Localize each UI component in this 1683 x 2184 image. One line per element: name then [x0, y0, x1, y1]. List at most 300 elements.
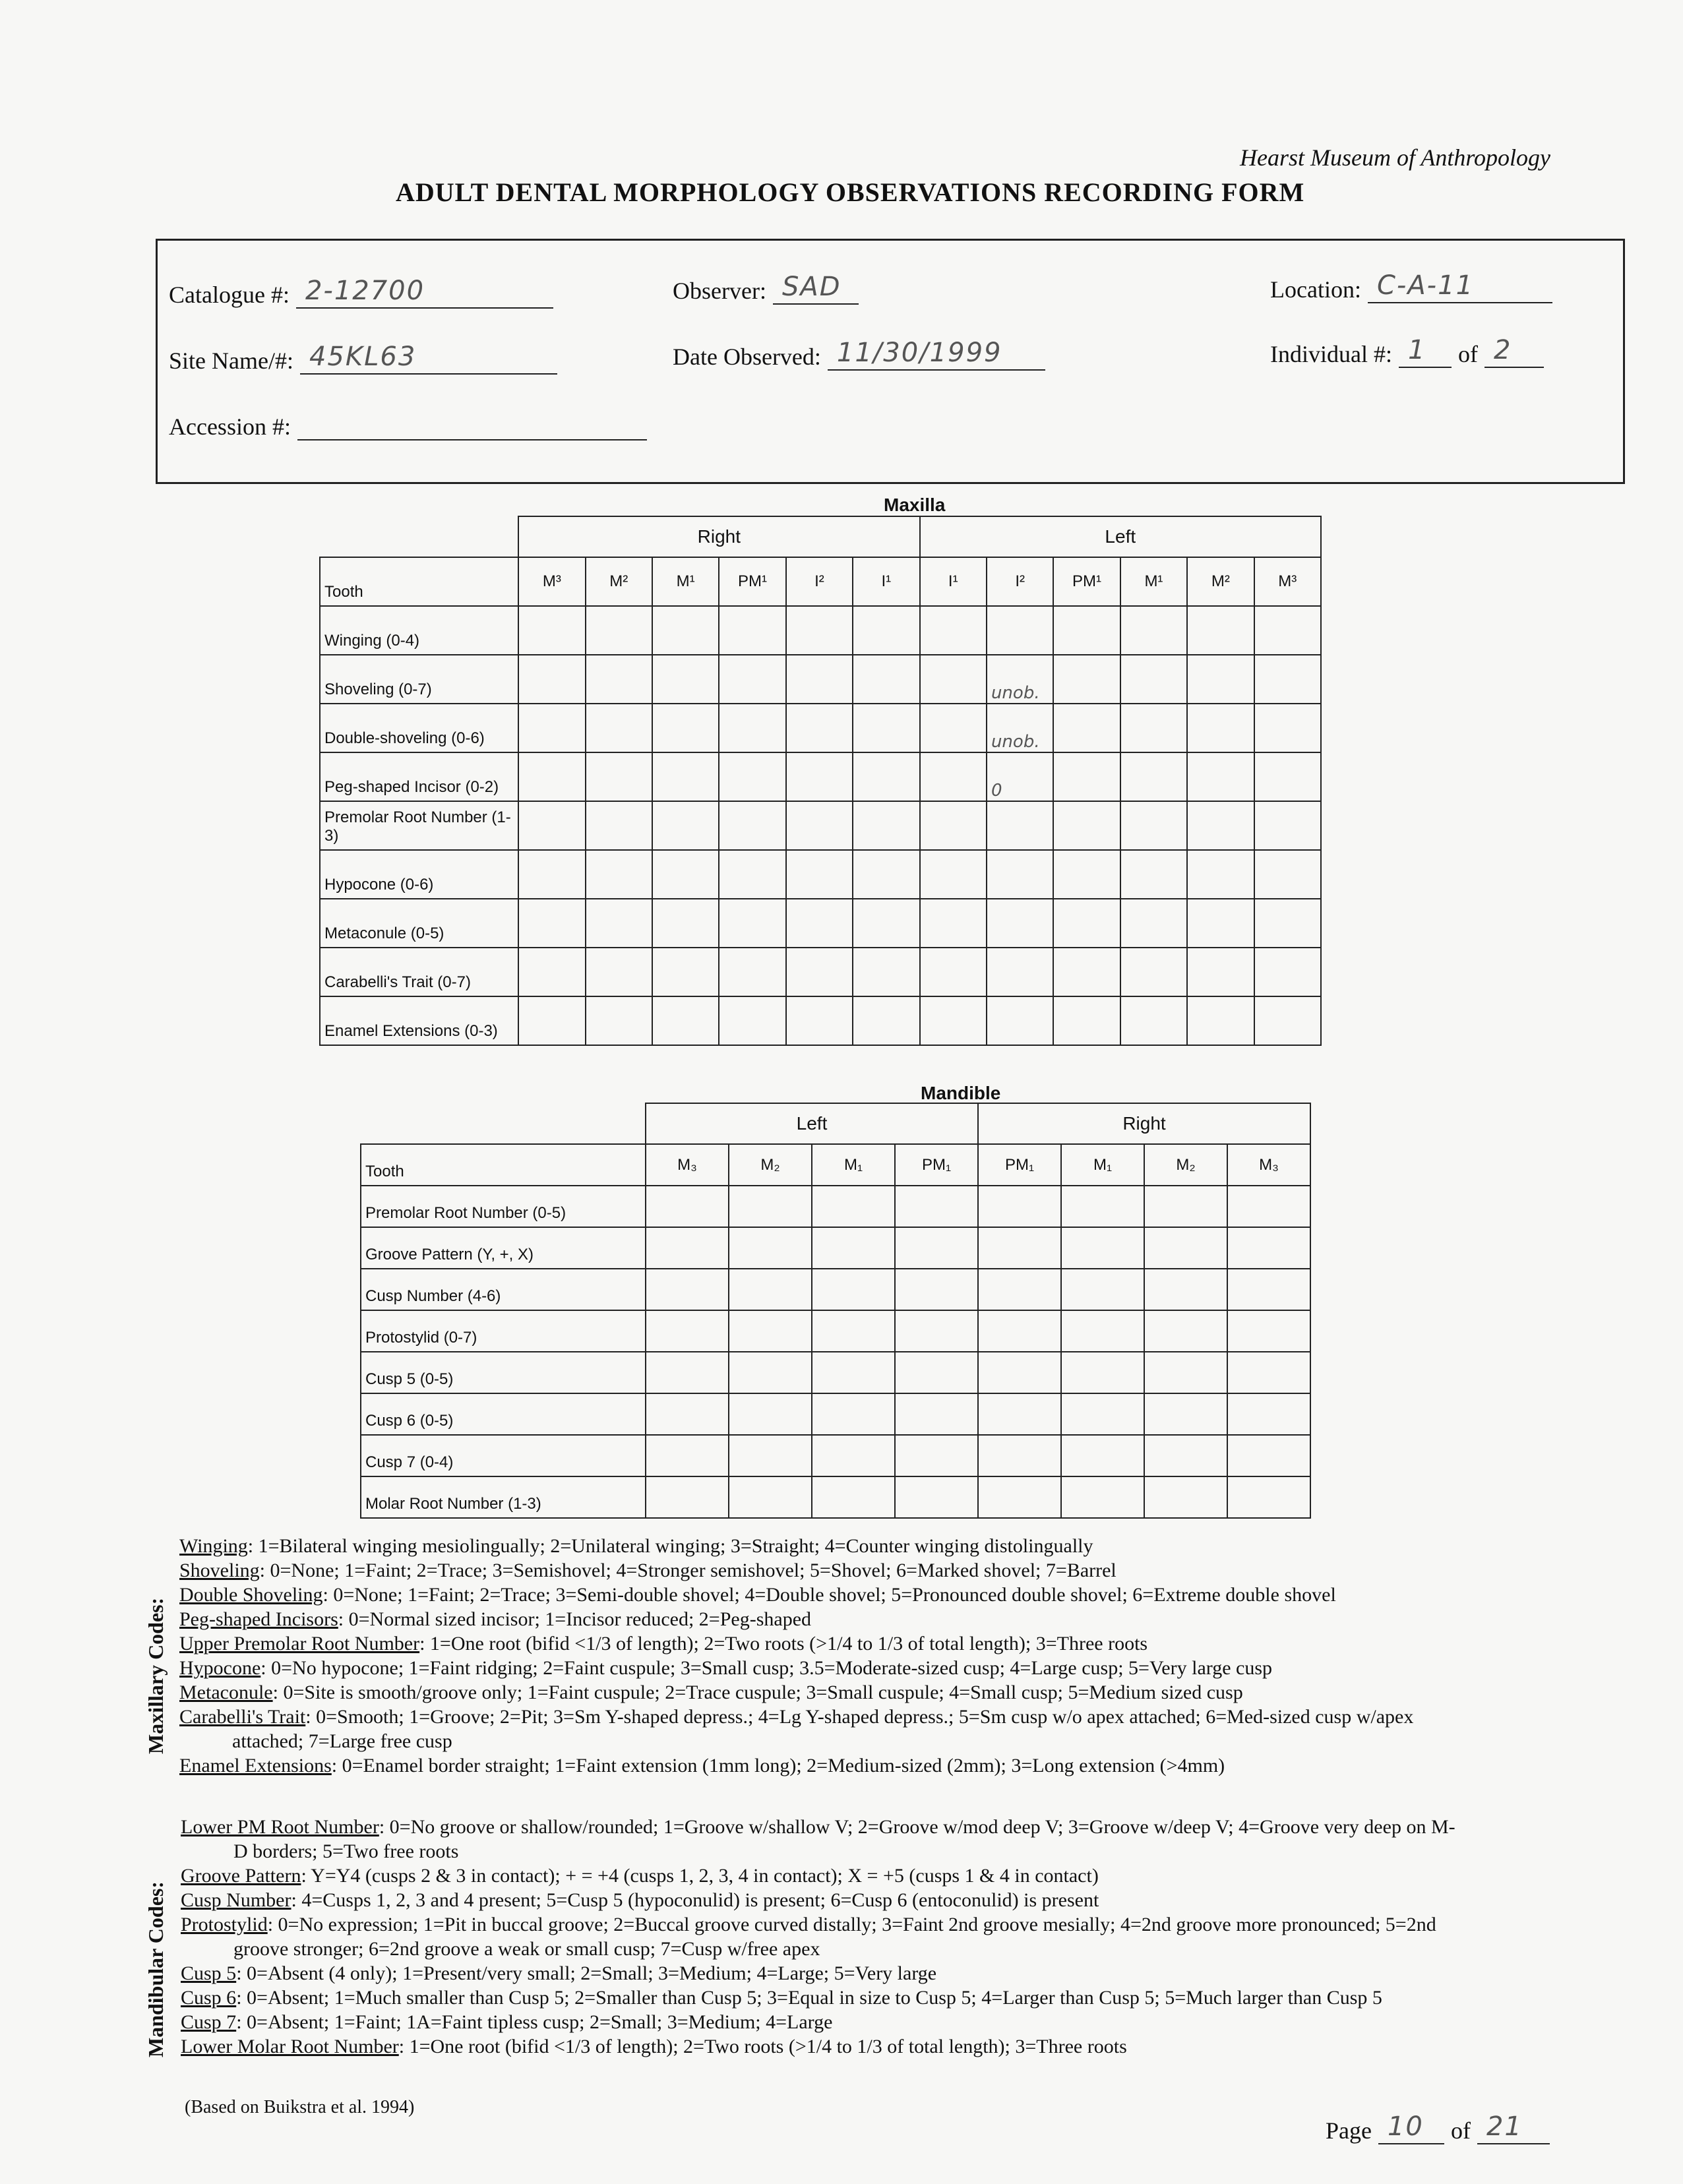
mandible-observation-cell[interactable] [1227, 1352, 1310, 1393]
mandible-observation-cell[interactable] [1061, 1476, 1144, 1518]
maxilla-observation-cell[interactable] [1187, 752, 1254, 801]
maxilla-observation-cell[interactable] [719, 704, 785, 752]
maxilla-left-header: Left [920, 516, 1321, 557]
mandible-observation-cell[interactable] [1144, 1269, 1227, 1310]
page-value: 10 [1387, 2111, 1424, 2142]
maxillary-code-line [179, 1534, 1413, 1558]
mandibular-code-definition: : 4=Cusps 1, 2, 3 and 4 present; 5=Cusp 5 (hypoconulid) is present; 6=Cusp 6 (entoconulid) is present [291, 1889, 1099, 1911]
maxilla-observation-cell[interactable] [586, 655, 652, 704]
mandible-observation-cell[interactable] [978, 1269, 1061, 1310]
maxilla-tooth-header: I² [987, 557, 1053, 606]
maxilla-observation-cell[interactable] [1254, 850, 1321, 899]
maxilla-observation-cell[interactable] [652, 704, 719, 752]
maxilla-observation-cell[interactable] [518, 752, 585, 801]
mandibular-code-line [181, 2010, 1455, 2034]
maxilla-observation-cell[interactable] [652, 899, 719, 948]
mandible-observation-cell[interactable] [1227, 1310, 1310, 1352]
page-total-value: 21 [1486, 2111, 1523, 2142]
maxilla-observation-cell[interactable] [1187, 655, 1254, 704]
maxilla-observation-cell[interactable] [853, 996, 919, 1045]
maxilla-observation-cell[interactable] [853, 899, 919, 948]
mandible-observation-cell[interactable] [1144, 1227, 1227, 1269]
maxillary-code-line [179, 1558, 1413, 1583]
maxillary-code-term: Hypocone [179, 1657, 261, 1679]
mandible-tooth-row [361, 1144, 1310, 1186]
maxillary-code-definition: attached; 7=Large free cusp [232, 1730, 452, 1752]
mandible-observation-cell[interactable] [812, 1227, 895, 1269]
maxilla-observation-cell[interactable] [1053, 801, 1120, 850]
maxilla-table [319, 516, 1322, 1046]
maxilla-observation-cell[interactable] [586, 948, 652, 996]
maxilla-observation-cell[interactable] [987, 948, 1053, 996]
maxillary-code-term: Winging [179, 1535, 248, 1557]
maxilla-observation-cell[interactable] [987, 655, 1053, 704]
page-total-input[interactable] [1477, 2111, 1550, 2144]
mandible-observation-cell[interactable] [729, 1269, 812, 1310]
accession-input[interactable] [297, 413, 647, 440]
maxillary-code-line [179, 1583, 1413, 1607]
maxilla-tooth-header: I¹ [853, 557, 919, 606]
mandible-observation-cell[interactable] [978, 1310, 1061, 1352]
mandible-observation-cell[interactable] [978, 1393, 1061, 1435]
mandible-observation-cell[interactable] [646, 1435, 729, 1476]
maxilla-observation-cell[interactable] [518, 801, 585, 850]
maxilla-trait-label: Shoveling (0-7) [320, 655, 518, 704]
mandible-tooth-label: Tooth [361, 1144, 646, 1186]
maxilla-observation-cell[interactable] [920, 704, 987, 752]
individual-total-input[interactable] [1484, 335, 1544, 368]
mandible-observation-cell[interactable] [729, 1186, 812, 1227]
mandibular-code-term: Cusp 5 [181, 1962, 237, 1984]
maxilla-observation-cell[interactable] [652, 655, 719, 704]
mandible-trait-row [361, 1393, 1310, 1435]
mandible-observation-cell[interactable] [895, 1269, 978, 1310]
maxilla-observation-cell[interactable] [719, 606, 785, 655]
maxilla-observation-cell[interactable] [853, 948, 919, 996]
maxilla-observation-cell[interactable] [518, 704, 585, 752]
mandible-observation-cell[interactable] [895, 1227, 978, 1269]
maxilla-observation-cell[interactable] [920, 655, 987, 704]
maxilla-observation-cell[interactable] [786, 801, 853, 850]
mandible-observation-cell[interactable] [978, 1435, 1061, 1476]
mandibular-code-line [181, 1912, 1455, 1937]
maxilla-observation-cell[interactable] [1120, 655, 1187, 704]
observer-field [673, 272, 859, 305]
maxilla-observation-cell[interactable] [652, 850, 719, 899]
mandible-observation-cell[interactable] [1227, 1435, 1310, 1476]
mandible-observation-cell[interactable] [895, 1186, 978, 1227]
mandibular-code-definition: groove stronger; 6=2nd groove a weak or small cusp; 7=Cusp w/free apex [233, 1938, 820, 1960]
mandible-tooth-header: M₁ [1061, 1144, 1144, 1186]
maxilla-observation-cell[interactable] [1187, 948, 1254, 996]
mandible-observation-cell[interactable] [1227, 1269, 1310, 1310]
mandible-observation-cell[interactable] [812, 1269, 895, 1310]
maxilla-observation-cell[interactable] [786, 948, 853, 996]
mandible-observation-cell[interactable] [812, 1310, 895, 1352]
maxilla-observation-cell[interactable] [1120, 996, 1187, 1045]
maxilla-observation-cell[interactable] [652, 606, 719, 655]
maxilla-observation-cell[interactable] [1254, 948, 1321, 996]
citation: (Based on Buikstra et al. 1994) [185, 2097, 415, 2117]
maxilla-observation-cell[interactable] [853, 655, 919, 704]
maxilla-observation-cell[interactable] [1053, 606, 1120, 655]
mandible-trait-label: Premolar Root Number (0-5) [361, 1186, 646, 1227]
maxilla-observation-cell[interactable] [786, 704, 853, 752]
mandibular-code-term: Lower PM Root Number [181, 1816, 379, 1838]
maxilla-observation-cell[interactable] [920, 606, 987, 655]
maxilla-tooth-header: M³ [518, 557, 585, 606]
maxillary-code-line [179, 1680, 1413, 1705]
mandible-table [360, 1103, 1311, 1519]
maxilla-trait-row [320, 752, 1321, 801]
maxilla-observation-cell[interactable] [1254, 752, 1321, 801]
maxilla-observation-value: 0 [991, 781, 1002, 801]
mandibular-codes [181, 1815, 1455, 2059]
maxilla-observation-cell[interactable] [1120, 801, 1187, 850]
maxilla-observation-cell[interactable] [586, 899, 652, 948]
maxilla-trait-row [320, 948, 1321, 996]
date-input[interactable] [828, 338, 1045, 371]
maxilla-observation-cell[interactable] [1254, 996, 1321, 1045]
maxilla-observation-cell[interactable] [518, 948, 585, 996]
maxilla-observation-cell[interactable] [1053, 996, 1120, 1045]
site-label: Site Name/#: [169, 348, 293, 374]
individual-field [1270, 335, 1544, 368]
mandible-observation-cell[interactable] [812, 1476, 895, 1518]
maxilla-observation-cell[interactable] [1120, 948, 1187, 996]
maxilla-observation-cell[interactable] [1254, 655, 1321, 704]
maxilla-observation-cell[interactable] [853, 752, 919, 801]
maxilla-observation-cell[interactable] [652, 752, 719, 801]
maxilla-observation-cell[interactable] [786, 655, 853, 704]
maxilla-observation-cell[interactable] [920, 899, 987, 948]
mandible-observation-cell[interactable] [1227, 1227, 1310, 1269]
maxilla-observation-cell[interactable] [987, 606, 1053, 655]
mandible-observation-cell[interactable] [729, 1227, 812, 1269]
mandible-observation-cell[interactable] [1061, 1393, 1144, 1435]
maxilla-observation-cell[interactable] [586, 801, 652, 850]
maxillary-code-definition: : 1=Bilateral winging mesiolingually; 2=Unilateral winging; 3=Straight; 4=Counter winging distolingually [247, 1535, 1093, 1557]
maxillary-code-definition: : 0=None; 1=Faint; 2=Trace; 3=Semishovel; 4=Stronger semishovel; 5=Shovel; 6=Marked shovel; 7=Barrel [259, 1560, 1117, 1581]
maxilla-observation-cell[interactable] [719, 801, 785, 850]
maxilla-observation-cell[interactable] [1053, 752, 1120, 801]
maxilla-trait-label: Double-shoveling (0-6) [320, 704, 518, 752]
mandibular-code-term: Lower Molar Root Number [181, 2036, 399, 2057]
mandible-observation-cell[interactable] [812, 1352, 895, 1393]
maxilla-observation-cell[interactable] [586, 704, 652, 752]
mandible-observation-cell[interactable] [978, 1186, 1061, 1227]
mandible-observation-cell[interactable] [1061, 1269, 1144, 1310]
maxilla-observation-cell[interactable] [1187, 850, 1254, 899]
page-label: Page [1326, 2117, 1372, 2144]
mandible-tooth-header: M₂ [729, 1144, 812, 1186]
maxilla-observation-cell[interactable] [1254, 801, 1321, 850]
mandible-observation-cell[interactable] [1144, 1310, 1227, 1352]
mandible-observation-cell[interactable] [646, 1352, 729, 1393]
mandibular-code-term: Cusp 6 [181, 1987, 237, 2009]
maxillary-code-line [179, 1607, 1413, 1631]
maxilla-observation-cell[interactable] [1120, 850, 1187, 899]
maxillary-code-term: Carabelli's Trait [179, 1706, 306, 1728]
maxilla-observation-cell[interactable] [719, 996, 785, 1045]
maxilla-observation-cell[interactable] [719, 752, 785, 801]
date-field [673, 338, 1045, 371]
maxilla-observation-cell[interactable] [1254, 899, 1321, 948]
maxilla-tooth-header: PM¹ [719, 557, 785, 606]
site-input[interactable] [300, 342, 557, 375]
mandible-observation-cell[interactable] [646, 1269, 729, 1310]
mandible-tooth-header: M₃ [646, 1144, 729, 1186]
maxilla-observation-cell[interactable] [1254, 704, 1321, 752]
maxilla-trait-row [320, 606, 1321, 655]
mandible-observation-cell[interactable] [646, 1310, 729, 1352]
mandibular-code-term: Cusp 7 [181, 2011, 237, 2033]
maxillary-codes-side-label: Maxillary Codes: [144, 1597, 168, 1754]
mandible-observation-cell[interactable] [978, 1476, 1061, 1518]
maxilla-trait-label: Premolar Root Number (1-3) [320, 801, 518, 850]
maxillary-code-definition: : 0=No hypocone; 1=Faint ridging; 2=Faint cuspule; 3=Small cusp; 3.5=Moderate-sized cusp; 4=Large cusp; 5=Very large cusp [260, 1657, 1273, 1679]
maxilla-observation-cell[interactable] [1187, 801, 1254, 850]
maxilla-trait-row [320, 850, 1321, 899]
observer-input[interactable] [773, 272, 859, 305]
maxilla-observation-cell[interactable] [652, 996, 719, 1045]
catalogue-label: Catalogue #: [169, 282, 290, 308]
mandible-observation-cell[interactable] [895, 1310, 978, 1352]
institution-name: Hearst Museum of Anthropology [1240, 144, 1550, 171]
mandible-observation-cell[interactable] [646, 1393, 729, 1435]
individual-label: Individual #: [1270, 341, 1392, 367]
maxilla-observation-cell[interactable] [586, 850, 652, 899]
mandible-right-header: Right [978, 1103, 1310, 1144]
maxilla-observation-cell[interactable] [920, 801, 987, 850]
maxilla-observation-cell[interactable] [786, 606, 853, 655]
maxilla-trait-label: Peg-shaped Incisor (0-2) [320, 752, 518, 801]
maxilla-tooth-row [320, 557, 1321, 606]
maxilla-observation-cell[interactable] [786, 899, 853, 948]
maxilla-observation-cell[interactable] [719, 948, 785, 996]
maxilla-observation-cell[interactable] [719, 899, 785, 948]
mandible-tooth-header: M₂ [1144, 1144, 1227, 1186]
mandible-observation-cell[interactable] [1227, 1186, 1310, 1227]
mandible-observation-cell[interactable] [1061, 1227, 1144, 1269]
mandible-observation-cell[interactable] [729, 1435, 812, 1476]
mandible-observation-cell[interactable] [729, 1310, 812, 1352]
maxilla-trait-row [320, 899, 1321, 948]
mandible-observation-cell[interactable] [895, 1393, 978, 1435]
mandible-trait-row [361, 1476, 1310, 1518]
date-label: Date Observed: [673, 344, 821, 370]
mandibular-code-line [181, 1961, 1455, 1986]
mandibular-code-term: Groove Pattern [181, 1865, 301, 1887]
mandible-observation-cell[interactable] [812, 1186, 895, 1227]
mandible-observation-cell[interactable] [1144, 1476, 1227, 1518]
mandible-observation-cell[interactable] [1061, 1435, 1144, 1476]
maxilla-observation-cell[interactable] [1053, 850, 1120, 899]
maxilla-observation-cell[interactable] [1187, 899, 1254, 948]
maxilla-observation-cell[interactable] [987, 752, 1053, 801]
maxilla-observation-cell[interactable] [786, 752, 853, 801]
maxilla-observation-cell[interactable] [518, 850, 585, 899]
maxilla-observation-cell[interactable] [987, 801, 1053, 850]
mandible-observation-cell[interactable] [729, 1352, 812, 1393]
mandible-observation-cell[interactable] [646, 1476, 729, 1518]
maxillary-code-definition: : 0=Normal sized incisor; 1=Incisor reduced; 2=Peg-shaped [338, 1608, 812, 1630]
maxilla-trait-label: Enamel Extensions (0-3) [320, 996, 518, 1045]
mandible-trait-row [361, 1310, 1310, 1352]
page-input[interactable] [1378, 2111, 1444, 2144]
maxilla-observation-cell[interactable] [920, 948, 987, 996]
maxilla-right-header: Right [518, 516, 919, 557]
individual-of-label: of [1457, 341, 1478, 367]
maxilla-observation-value: unob. [991, 732, 1040, 752]
maxilla-observation-cell[interactable] [652, 948, 719, 996]
individual-input[interactable] [1399, 335, 1452, 368]
maxilla-observation-cell[interactable] [518, 606, 585, 655]
maxilla-observation-cell[interactable] [1187, 996, 1254, 1045]
mandibular-code-definition: : 0=Absent; 1=Much smaller than Cusp 5; 2=Smaller than Cusp 5; 3=Equal in size to Cusp 5; 4=Larger than Cusp 5; 5=Much larger than Cusp 5 [236, 1987, 1382, 2009]
mandible-trait-row [361, 1435, 1310, 1476]
mandible-observation-cell[interactable] [978, 1352, 1061, 1393]
maxilla-observation-cell[interactable] [1120, 704, 1187, 752]
individual-total-value: 2 [1493, 335, 1512, 365]
maxillary-code-definition: : 0=Site is smooth/groove only; 1=Faint cuspule; 2=Trace cuspule; 3=Small cuspule; 4=Small cusp; 5=Medium sized cusp [272, 1682, 1243, 1703]
maxilla-observation-value: unob. [991, 683, 1040, 703]
mandible-trait-label: Cusp 7 (0-4) [361, 1435, 646, 1476]
maxilla-tooth-label: Tooth [320, 557, 518, 606]
maxilla-observation-cell[interactable] [1053, 704, 1120, 752]
maxilla-observation-cell[interactable] [987, 704, 1053, 752]
maxilla-observation-cell[interactable] [586, 606, 652, 655]
maxillary-code-term: Upper Premolar Root Number [179, 1633, 420, 1654]
maxilla-trait-label: Metaconule (0-5) [320, 899, 518, 948]
maxilla-observation-cell[interactable] [518, 996, 585, 1045]
mandibular-code-line [181, 1864, 1455, 1888]
maxilla-observation-cell[interactable] [987, 899, 1053, 948]
mandible-observation-cell[interactable] [895, 1476, 978, 1518]
maxilla-observation-cell[interactable] [853, 850, 919, 899]
accession-label: Accession #: [169, 413, 291, 440]
mandible-observation-cell[interactable] [1227, 1476, 1310, 1518]
maxilla-observation-cell[interactable] [586, 996, 652, 1045]
maxilla-corner [320, 516, 518, 557]
mandible-trait-row [361, 1269, 1310, 1310]
mandible-observation-cell[interactable] [1144, 1352, 1227, 1393]
maxillary-code-term: Peg-shaped Incisors [179, 1608, 338, 1630]
maxilla-observation-cell[interactable] [853, 801, 919, 850]
maxilla-observation-cell[interactable] [786, 850, 853, 899]
maxillary-code-definition: : 1=One root (bifid <1/3 of length); 2=Two roots (>1/4 to 1/3 of total length); 3=Three roots [419, 1633, 1148, 1654]
maxillary-code-line [179, 1729, 1413, 1753]
mandible-trait-row [361, 1227, 1310, 1269]
mandibular-code-line [181, 2034, 1455, 2059]
maxilla-observation-cell[interactable] [586, 752, 652, 801]
mandible-observation-cell[interactable] [812, 1435, 895, 1476]
maxilla-trait-row [320, 996, 1321, 1045]
maxilla-tooth-header: M¹ [1120, 557, 1187, 606]
mandible-observation-cell[interactable] [978, 1227, 1061, 1269]
maxilla-observation-cell[interactable] [920, 996, 987, 1045]
page-number-field [1326, 2111, 1550, 2144]
maxilla-observation-cell[interactable] [652, 801, 719, 850]
location-label: Location: [1270, 276, 1361, 303]
mandible-left-header: Left [646, 1103, 978, 1144]
mandible-observation-cell[interactable] [1227, 1393, 1310, 1435]
mandible-title: Mandible [921, 1083, 1001, 1103]
mandible-tooth-header: PM₁ [895, 1144, 978, 1186]
maxilla-observation-cell[interactable] [719, 850, 785, 899]
catalogue-input[interactable] [296, 276, 553, 309]
maxilla-trait-label: Winging (0-4) [320, 606, 518, 655]
maxilla-tooth-header: M² [1187, 557, 1254, 606]
mandible-observation-cell[interactable] [729, 1393, 812, 1435]
maxilla-observation-cell[interactable] [1254, 606, 1321, 655]
mandible-trait-label: Cusp 6 (0-5) [361, 1393, 646, 1435]
maxillary-code-term: Double Shoveling [179, 1584, 323, 1606]
maxilla-observation-cell[interactable] [786, 996, 853, 1045]
maxillary-code-line [179, 1631, 1413, 1656]
maxilla-observation-cell[interactable] [920, 752, 987, 801]
maxillary-code-definition: : 0=Enamel border straight; 1=Faint extension (1mm long); 2=Medium-sized (2mm); 3=Long extension (>4mm) [331, 1755, 1225, 1776]
mandibular-code-line [181, 1937, 1455, 1961]
mandible-observation-cell[interactable] [1061, 1186, 1144, 1227]
maxilla-observation-cell[interactable] [1120, 899, 1187, 948]
mandible-observation-cell[interactable] [1061, 1310, 1144, 1352]
maxilla-observation-cell[interactable] [987, 850, 1053, 899]
mandible-observation-cell[interactable] [895, 1435, 978, 1476]
maxillary-code-term: Shoveling [179, 1560, 260, 1581]
date-value: 11/30/1999 [836, 338, 1002, 368]
mandible-observation-cell[interactable] [1144, 1393, 1227, 1435]
mandible-observation-cell[interactable] [895, 1352, 978, 1393]
maxilla-observation-cell[interactable] [1120, 606, 1187, 655]
maxilla-observation-cell[interactable] [518, 899, 585, 948]
maxilla-observation-cell[interactable] [1053, 655, 1120, 704]
maxilla-tooth-header: I¹ [920, 557, 987, 606]
mandible-tooth-header: M₃ [1227, 1144, 1310, 1186]
maxilla-observation-cell[interactable] [987, 996, 1053, 1045]
mandibular-code-line [181, 1986, 1455, 2010]
maxilla-trait-row [320, 801, 1321, 850]
maxilla-observation-cell[interactable] [1053, 899, 1120, 948]
maxillary-code-definition: : 0=Smooth; 1=Groove; 2=Pit; 3=Sm Y-shaped depress.; 4=Lg Y-shaped depress.; 5=Sm cusp w/o apex attached; 6=Med-sized cusp w/apex [305, 1706, 1414, 1728]
location-input[interactable] [1368, 270, 1552, 303]
mandible-observation-cell[interactable] [646, 1227, 729, 1269]
maxilla-observation-cell[interactable] [920, 850, 987, 899]
individual-value: 1 [1407, 335, 1426, 365]
maxilla-observation-cell[interactable] [518, 655, 585, 704]
maxilla-observation-cell[interactable] [1187, 704, 1254, 752]
mandible-observation-cell[interactable] [646, 1186, 729, 1227]
mandible-trait-label: Molar Root Number (1-3) [361, 1476, 646, 1518]
maxilla-observation-cell[interactable] [1120, 752, 1187, 801]
mandible-observation-cell[interactable] [1061, 1352, 1144, 1393]
maxilla-observation-cell[interactable] [1187, 606, 1254, 655]
mandible-observation-cell[interactable] [1144, 1435, 1227, 1476]
mandible-trait-row [361, 1186, 1310, 1227]
maxilla-observation-cell[interactable] [853, 606, 919, 655]
maxilla-title: Maxilla [884, 495, 946, 515]
mandibular-code-term: Cusp Number [181, 1889, 291, 1911]
mandible-observation-cell[interactable] [729, 1476, 812, 1518]
maxilla-observation-cell[interactable] [1053, 948, 1120, 996]
mandible-observation-cell[interactable] [1144, 1186, 1227, 1227]
maxillary-codes [179, 1534, 1413, 1778]
maxilla-observation-cell[interactable] [853, 704, 919, 752]
mandible-observation-cell[interactable] [812, 1393, 895, 1435]
maxilla-trait-row [320, 655, 1321, 704]
maxillary-code-line [179, 1705, 1413, 1729]
maxilla-observation-cell[interactable] [719, 655, 785, 704]
